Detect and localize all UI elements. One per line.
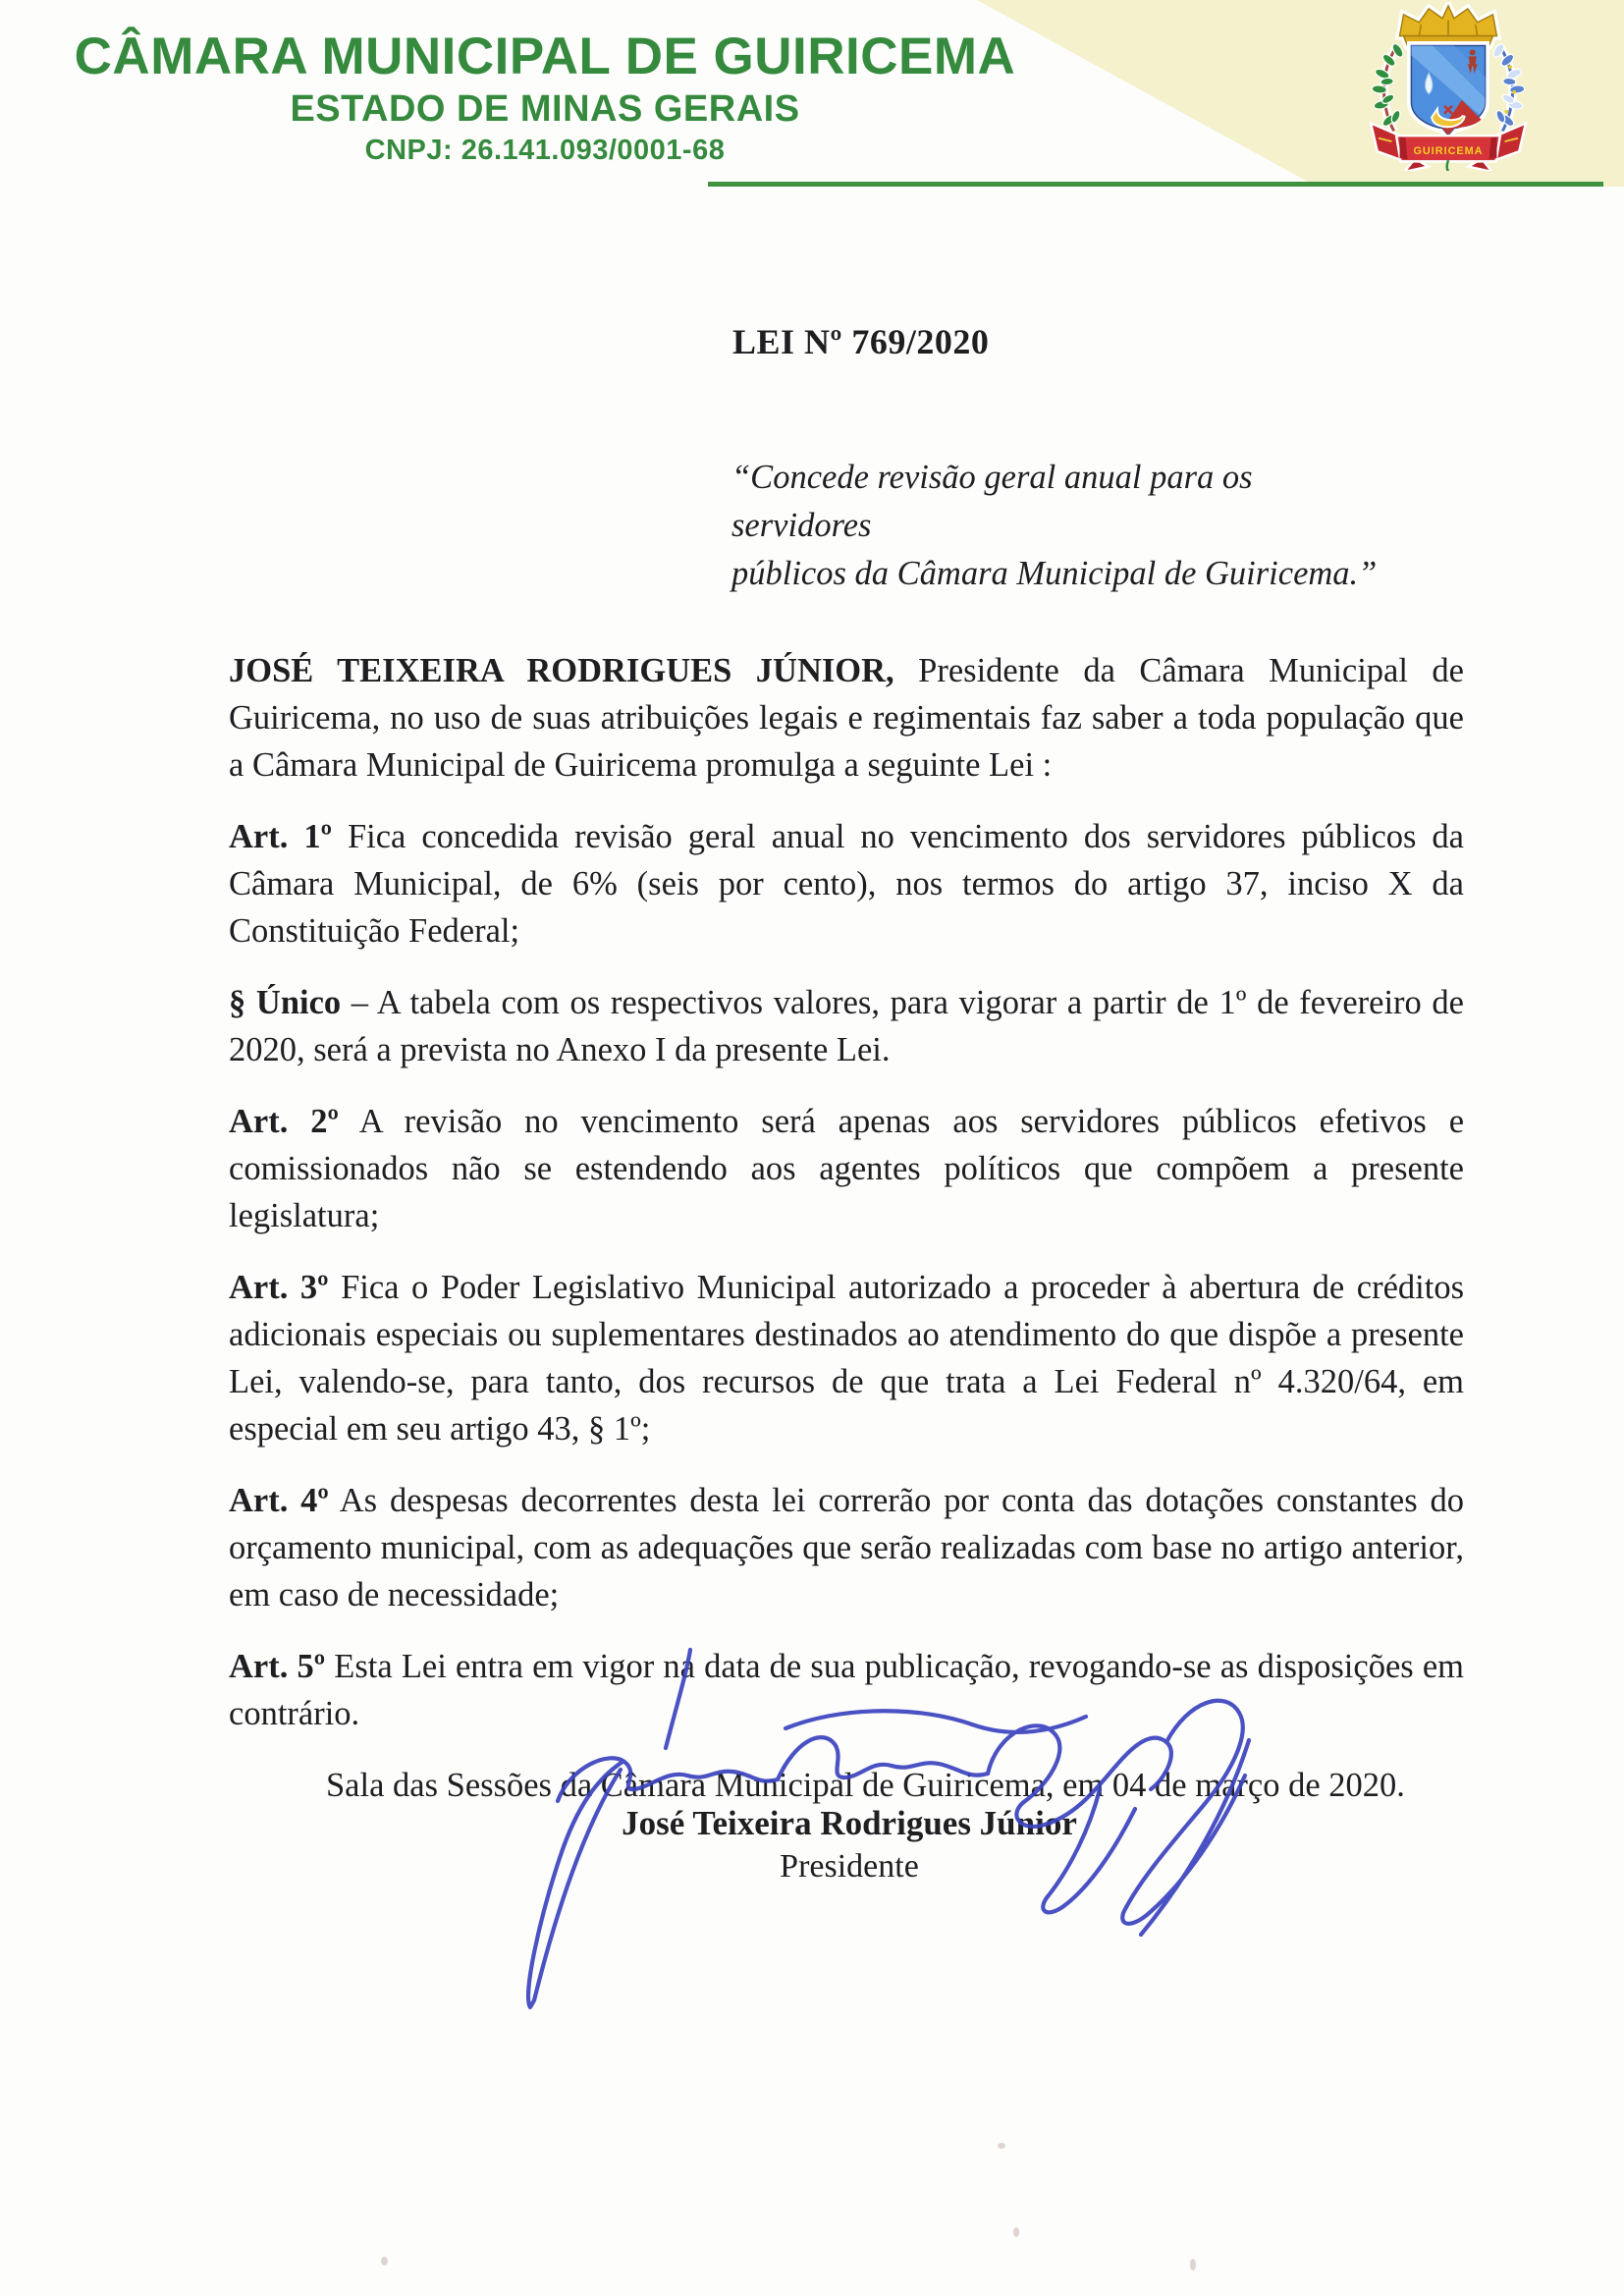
paragraph-text: Fica o Poder Legislativo Municipal autorizado a proceder à abertura de créditos adicionais especiais ou suplementares destinados ao atendimento do que dispõe a presente Lei, valendo-se, para tanto, dos recursos de que trata a Lei Federal nº 4.320/64, em especial em seu artigo 43, § 1º;	[229, 1269, 1465, 1448]
paragraph-text: Presidente da Câmara Municipal de Guiricema, no uso de suas atribuições legais e regimentais faz saber a toda população que a Câmara Municipal de Guiricema promulga a seguinte Lei :	[229, 652, 1464, 784]
paragraph-lead: § Único	[229, 984, 342, 1021]
paragraph	[229, 813, 1464, 955]
scan-speck	[381, 2257, 388, 2266]
signer-role: Presidente	[780, 1848, 919, 1885]
crest-crown-icon	[1400, 6, 1497, 46]
signature-handwriting	[412, 1622, 1296, 2025]
paragraph-text: Esta Lei entra em vigor na data de sua publicação, revogando-se as disposições em contrário.	[229, 1648, 1464, 1732]
paragraph-text: Fica concedida revisão geral anual no vencimento dos servidores públicos da Câmara Municipal, de 6% (seis por cento), nos termos do artigo 37, inciso X da Constituição Federal;	[229, 818, 1464, 950]
body-paragraphs	[229, 647, 1464, 1737]
paragraph-lead: Art. 5º	[229, 1648, 326, 1685]
law-title: LEI Nº 769/2020	[732, 322, 990, 361]
scan-speck	[1013, 2227, 1019, 2237]
paragraph	[229, 1477, 1464, 1618]
closing-line: Sala das Sessões da Câmara Municipal de Guiricema, em 04 de março de 2020.	[326, 1767, 1405, 1804]
ementa-line: “Concede revisão geral anual para os servidores	[731, 459, 1253, 544]
paragraph-lead: JOSÉ TEIXEIRA RODRIGUES JÚNIOR,	[229, 652, 894, 689]
ementa	[731, 454, 1399, 598]
header-rule	[708, 182, 1603, 187]
crest-ribbon-text: GUIRICEMA	[1413, 145, 1484, 158]
cnpj-line: CNPJ: 26.141.093/0001-68	[364, 135, 726, 166]
paragraph	[229, 1264, 1464, 1452]
paragraph-lead: Art. 4º	[229, 1482, 329, 1519]
paragraph-text: – A tabela com os respectivos valores, para vigorar a partir de 1º de fevereiro de 2020, será a prevista no Anexo I da presente Lei.	[229, 984, 1464, 1068]
scan-speck	[998, 2143, 1005, 2149]
paragraph-lead: Art. 1º	[229, 818, 332, 855]
paragraph-lead: Art. 2º	[229, 1103, 339, 1140]
ementa-line: públicos da Câmara Municipal de Guiricema.”	[731, 555, 1378, 592]
paragraph	[229, 979, 1464, 1073]
state-line: ESTADO DE MINAS GERAIS	[290, 88, 800, 130]
paragraph-text: A revisão no vencimento será apenas aos servidores públicos efetivos e comissionados não se estendendo aos agentes políticos que compõem a presente legislatura;	[229, 1103, 1465, 1234]
paragraph-lead: Art. 3º	[229, 1269, 329, 1306]
scan-speck	[1190, 2259, 1196, 2270]
crest-right-branch	[1492, 43, 1525, 132]
municipal-crest-icon	[1361, 2, 1536, 171]
paragraph-text: As despesas decorrentes desta lei correrão por conta das dotações constantes do orçamento municipal, com as adequações que serão realizadas com base no artigo anterior, em caso de necessidade;	[229, 1482, 1464, 1613]
paragraph	[229, 647, 1464, 789]
letterhead-text	[0, 27, 1090, 169]
paragraph	[229, 1098, 1464, 1239]
crest-left-branch	[1373, 43, 1405, 132]
signer-name: José Teixeira Rodrigues Júnior	[622, 1804, 1077, 1842]
org-name: CÂMARA MUNICIPAL DE GUIRICEMA	[74, 27, 1016, 85]
